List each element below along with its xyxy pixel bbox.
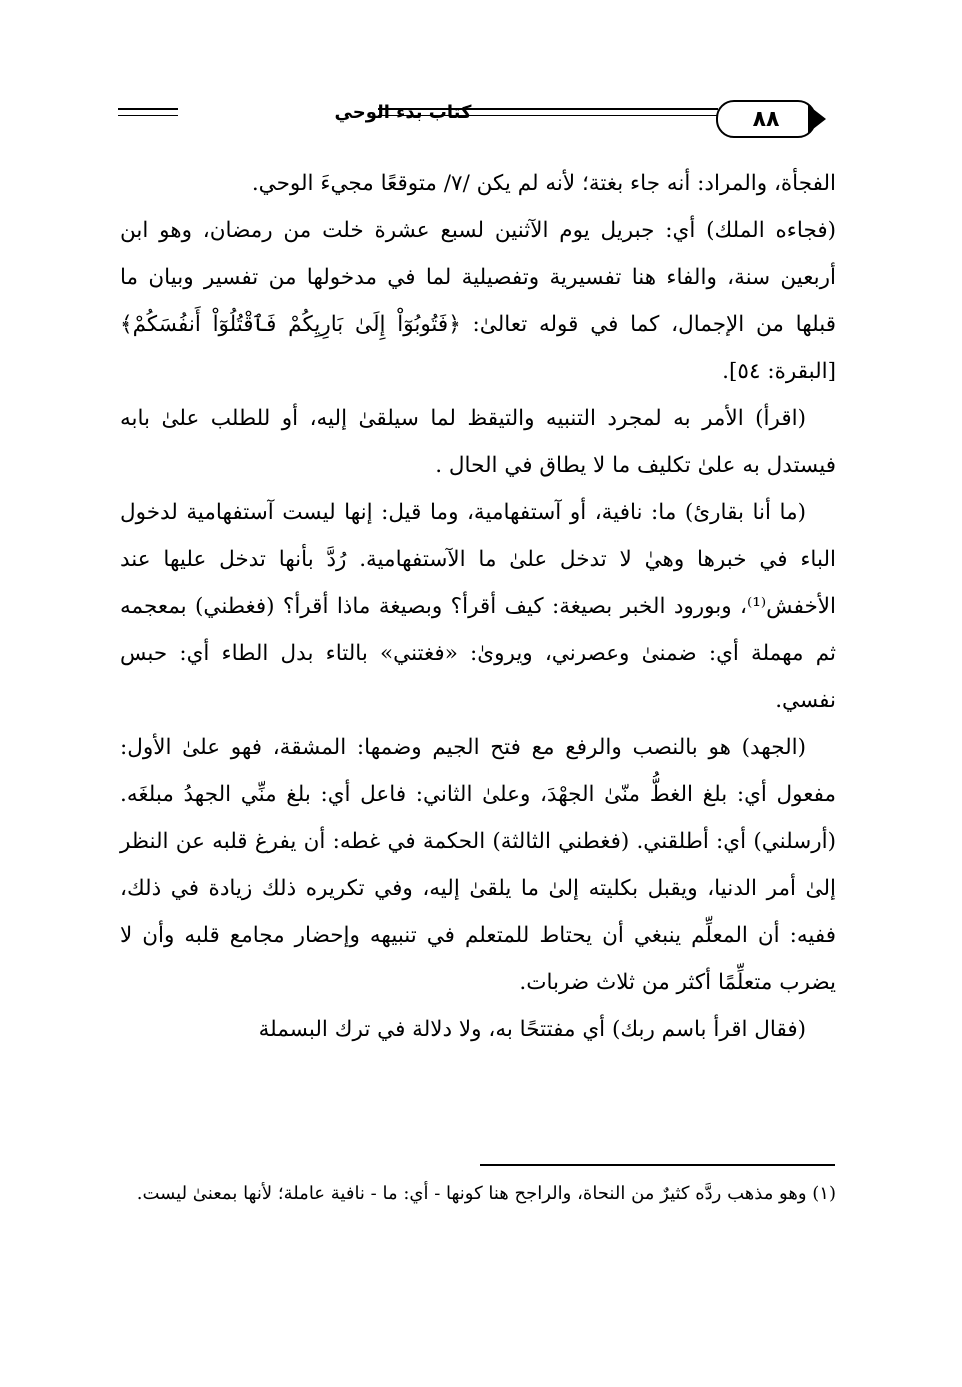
header-rule-middle-top xyxy=(378,108,718,110)
paragraph-1: الفجأة، والمراد: أنه جاء بغتة؛ لأنه لم يكن /٧/ متوقعًا مجيءَ الوحي. xyxy=(251,171,836,196)
header-rule-left-top xyxy=(118,108,178,110)
header-rule-left-bottom xyxy=(118,115,178,116)
footnote-1: (١) وهو مذهب ردَّه كثيرٌ من النحاة، والراجح هنا كونها - أي: ما - نافية عاملة؛ لأنها بمعنىٰ ليست. xyxy=(136,1183,836,1204)
page-number: ٨٨ xyxy=(752,106,780,132)
footnote xyxy=(120,1176,836,1212)
paragraph-5: (الجهد) هو بالنصب والرفع مع فتح الجيم وضمها: المشقة، فهو علىٰ الأول: مفعول أي: بلغ الغطُّ منّىٰ الجهْدَ، وعلىٰ الثاني: فاعل أي: بلغ منِّي الجهدُ مبلغَه. (أرسلني) أي: أطلقني. (فغطني الثالثة) الحكمة في غطه: أن يفرغ قلبه عن النظر إلىٰ أمر الدنيا، ويقبل بكليته إلىٰ ما يلقىٰ إليه، وفي تكريره ذلك زيادة في ذلك، ففيه: أن المعلِّم ينبغي أن يحتاط للمتعلم في تنبيهه وإحضار مجامع قلبه وأن لا يضرب متعلِّمًا أكثر من ثلاث ضربات. xyxy=(120,735,836,995)
main-text xyxy=(120,160,836,1053)
paragraph-2: (فجاءه الملك) أي: جبريل يوم الآثنين لسبع عشرة خلت من رمضان، وهو ابن أربعين سنة، والفاء هنا تفسيرية وتفصيلية لما في مدخولها من تفسير وبيان ما قبلها من الإجمال، كما في قوله تعالىٰ: ﴿فَتُوبُوٓاْ إِلَىٰ بَارِيِكُمْ فَٱقْتُلُوٓاْ أَنفُسَكُمْ﴾ [البقرة: ٥٤]. xyxy=(120,218,836,384)
footnote-separator xyxy=(480,1164,835,1166)
running-title: كتاب بدء الوحي xyxy=(334,102,472,123)
paragraph-3: (اقرأ) الأمر به لمجرد التنبيه والتيقظ لما سيلقىٰ إليه، أو للطلب علىٰ بابه فيستدل به علىٰ تكليف ما لا يطاق في الحال . xyxy=(120,406,836,478)
paragraph-6: (فقال اقرأ باسم ربك) أي مفتتحًا به، ولا دلالة في ترك البسملة xyxy=(258,1017,806,1042)
paragraph-4: (ما أنا بقارئ) ما: نافية، أو آستفهامية، وما قيل: إنها ليست آستفهامية لدخول الباء في خبرها وهيٰ لا تدخل علىٰ ما الآستفهامية. رُدَّ بأنها تدخل عليها عند الأخفش⁽¹⁾، وبورود الخبر بصيغة: كيف أقرأ؟ وبصيغة ماذا أقرأ؟ (فغطني) بمعجمه ثم مهملة أي: ضمنىٰ وعصرني، ويرویٰ: «فغتني» بالتاء بدل الطاء أي: حبس نفسي. xyxy=(120,500,836,713)
page-header xyxy=(118,88,836,148)
page-number-arrow xyxy=(808,105,826,133)
page-number-badge xyxy=(716,100,816,138)
header-rule-middle-bottom xyxy=(378,115,718,116)
